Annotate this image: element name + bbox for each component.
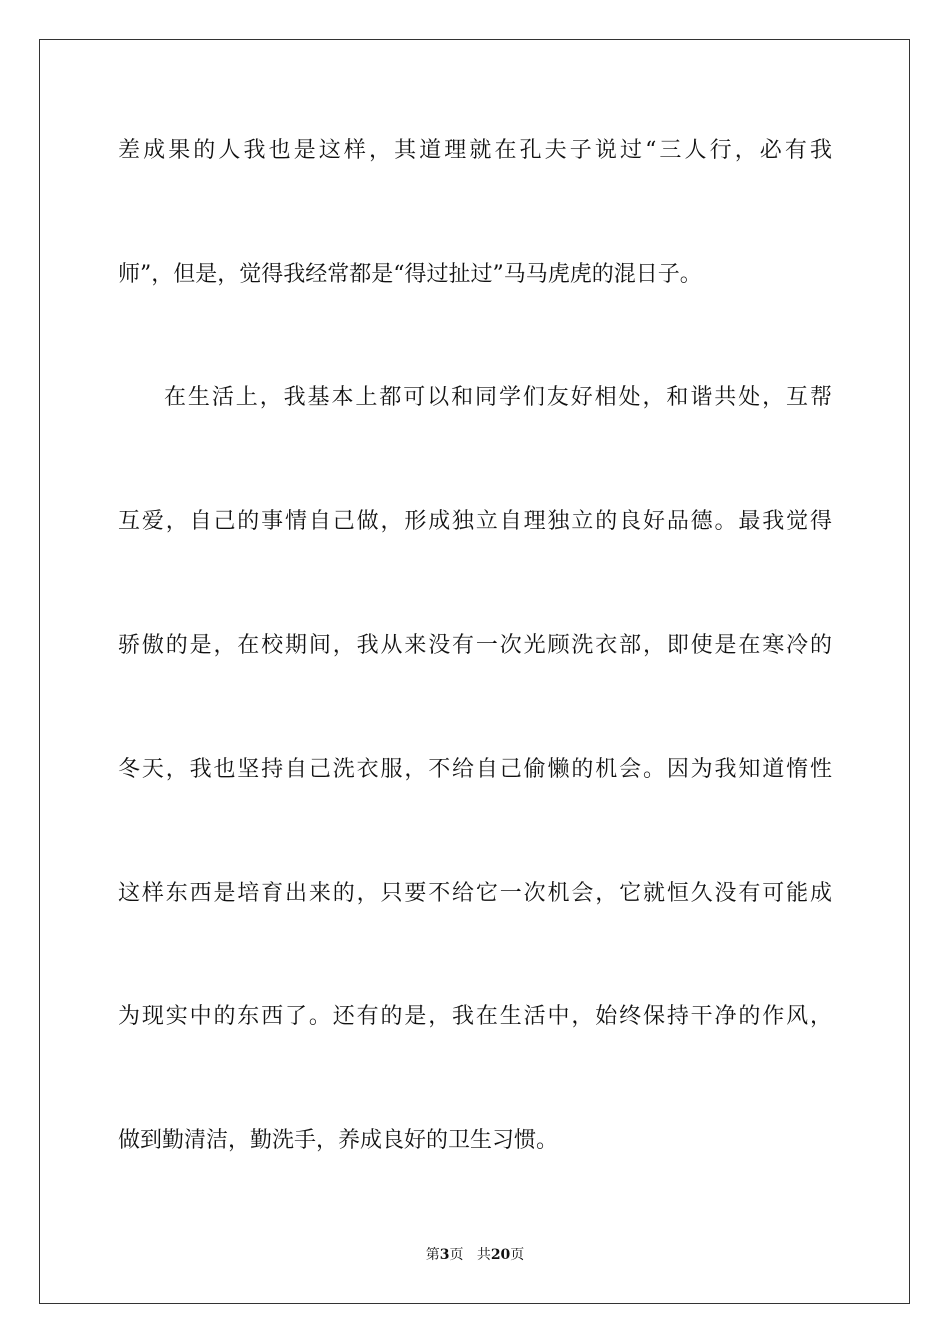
body-text-line-5: 骄傲的是，在校期间，我从来没有一次光顾洗衣部，即使是在寒冷的 — [118, 633, 832, 658]
body-text-line-2: 师”，但是，觉得我经常都是“得过扯过”马马虎虎的混日子。 — [118, 262, 702, 287]
page-number: 3 — [439, 1247, 450, 1263]
body-text-line-1: 差成果的人我也是这样，其道理就在孔夫子说过“三人行，必有我 — [118, 138, 832, 163]
total-pages: 20 — [490, 1247, 511, 1263]
body-text-line-4: 互爱，自己的事情自己做，形成独立自理独立的良好品德。最我觉得 — [118, 509, 832, 534]
total-suffix: 页 — [510, 1247, 525, 1263]
page-suffix: 页 — [449, 1247, 464, 1263]
body-text-line-7: 这样东西是培育出来的，只要不给它一次机会，它就恒久没有可能成 — [118, 881, 832, 906]
page-border — [39, 39, 910, 1304]
body-text-line-9: 做到勤清洁，勤洗手，养成良好的卫生习惯。 — [118, 1128, 559, 1153]
body-text-line-6: 冬天，我也坚持自己洗衣服，不给自己偷懒的机会。因为我知道惰性 — [118, 757, 832, 782]
total-prefix: 共 — [476, 1247, 491, 1263]
body-text-line-3: 在生活上，我基本上都可以和同学们友好相处，和谐共处，互帮 — [164, 385, 832, 410]
body-text-line-8: 为现实中的东西了。还有的是，我在生活中，始终保持干净的作风， — [118, 1004, 832, 1029]
page-footer — [0, 1245, 950, 1265]
page-prefix: 第 — [425, 1247, 440, 1263]
